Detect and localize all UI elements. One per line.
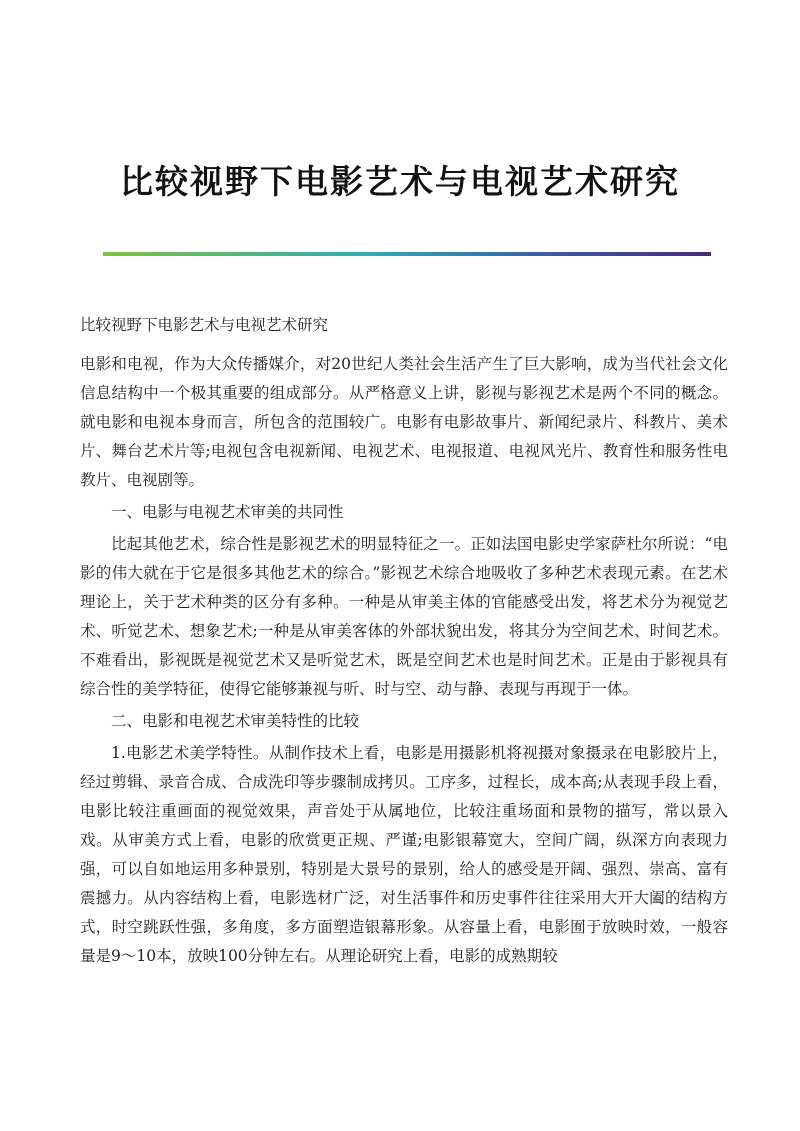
paragraph-intro: 电影和电视，作为大众传播媒介，对20世纪人类社会生活产生了巨大影响，成为当代社会文化信息结构中一个极其重要的组成部分。从严格意义上讲，影视与影视艺术是两个不同的概念。就电影和电视本身而言，所包含的范围较广。电影有电影故事片、新闻纪录片、科教片、美术片、舞台艺术片等;电视包含电视新闻、电视艺术、电视报道、电视风光片、教育性和服务性电教片、电视剧等。 (80, 355, 728, 489)
document-title: 比较视野下电影艺术与电视艺术研究 (120, 162, 680, 201)
paragraph-film-aesthetics: 1.电影艺术美学特性。从制作技术上看，电影是用摄影机将视摄对象摄录在电影胶片上，经过剪辑、录音合成、合成洗印等步骤制成拷贝。工序多，过程长，成本高;从表现手段上看，电影比较注重画面的视觉效果，声音处于从属地位，比较注重场面和景物的描写，常以景入戏。从审美方式上看，电影的欣赏更正规、严谨;电影银幕宽大，空间广阔，纵深方向表现力强，可以自如地运用多种景别，特别是大景号的景别，给人的感受是开阔、强烈、崇高、富有震撼力。从内容结构上看，电影选材广泛，对生活事件和历史事件往往采用大开大阖的结构方式，时空跳跃性强，多角度，多方面塑造银幕形象。从容量上看，电影囿于放映时效，一般容量是9～10本，放映100分钟左右。从理论研究上看，电影的成熟期较 (80, 744, 728, 965)
body-subtitle: 比较视野下电影艺术与电视艺术研究 (80, 316, 329, 334)
section-heading-2: 二、电影和电视艺术审美特性的比较 (111, 712, 360, 730)
document-body (80, 311, 728, 974)
paragraph-commonality: 比起其他艺术，综合性是影视艺术的明显特征之一。正如法国电影史学家萨杜尔所说：“电影的伟大就在于它是很多其他艺术的综合。”影视艺术综合地吸收了多种艺术表现元素。在艺术理论上，关于艺术种类的区分有多种。一种是从审美主体的官能感受出发，将艺术分为视觉艺术、听觉艺术、想象艺术;一种是从审美客体的外部状貌出发，将其分为空间艺术、时间艺术。不难看出，影视既是视觉艺术又是听觉艺术，既是空间艺术也是时间艺术。正是由于影视具有综合性的美学特征，使得它能够兼视与听、时与空、动与静、表现与再现于一体。 (80, 535, 728, 698)
gradient-divider (103, 252, 711, 256)
section-heading-1: 一、电影与电视艺术审美的共同性 (111, 503, 344, 521)
